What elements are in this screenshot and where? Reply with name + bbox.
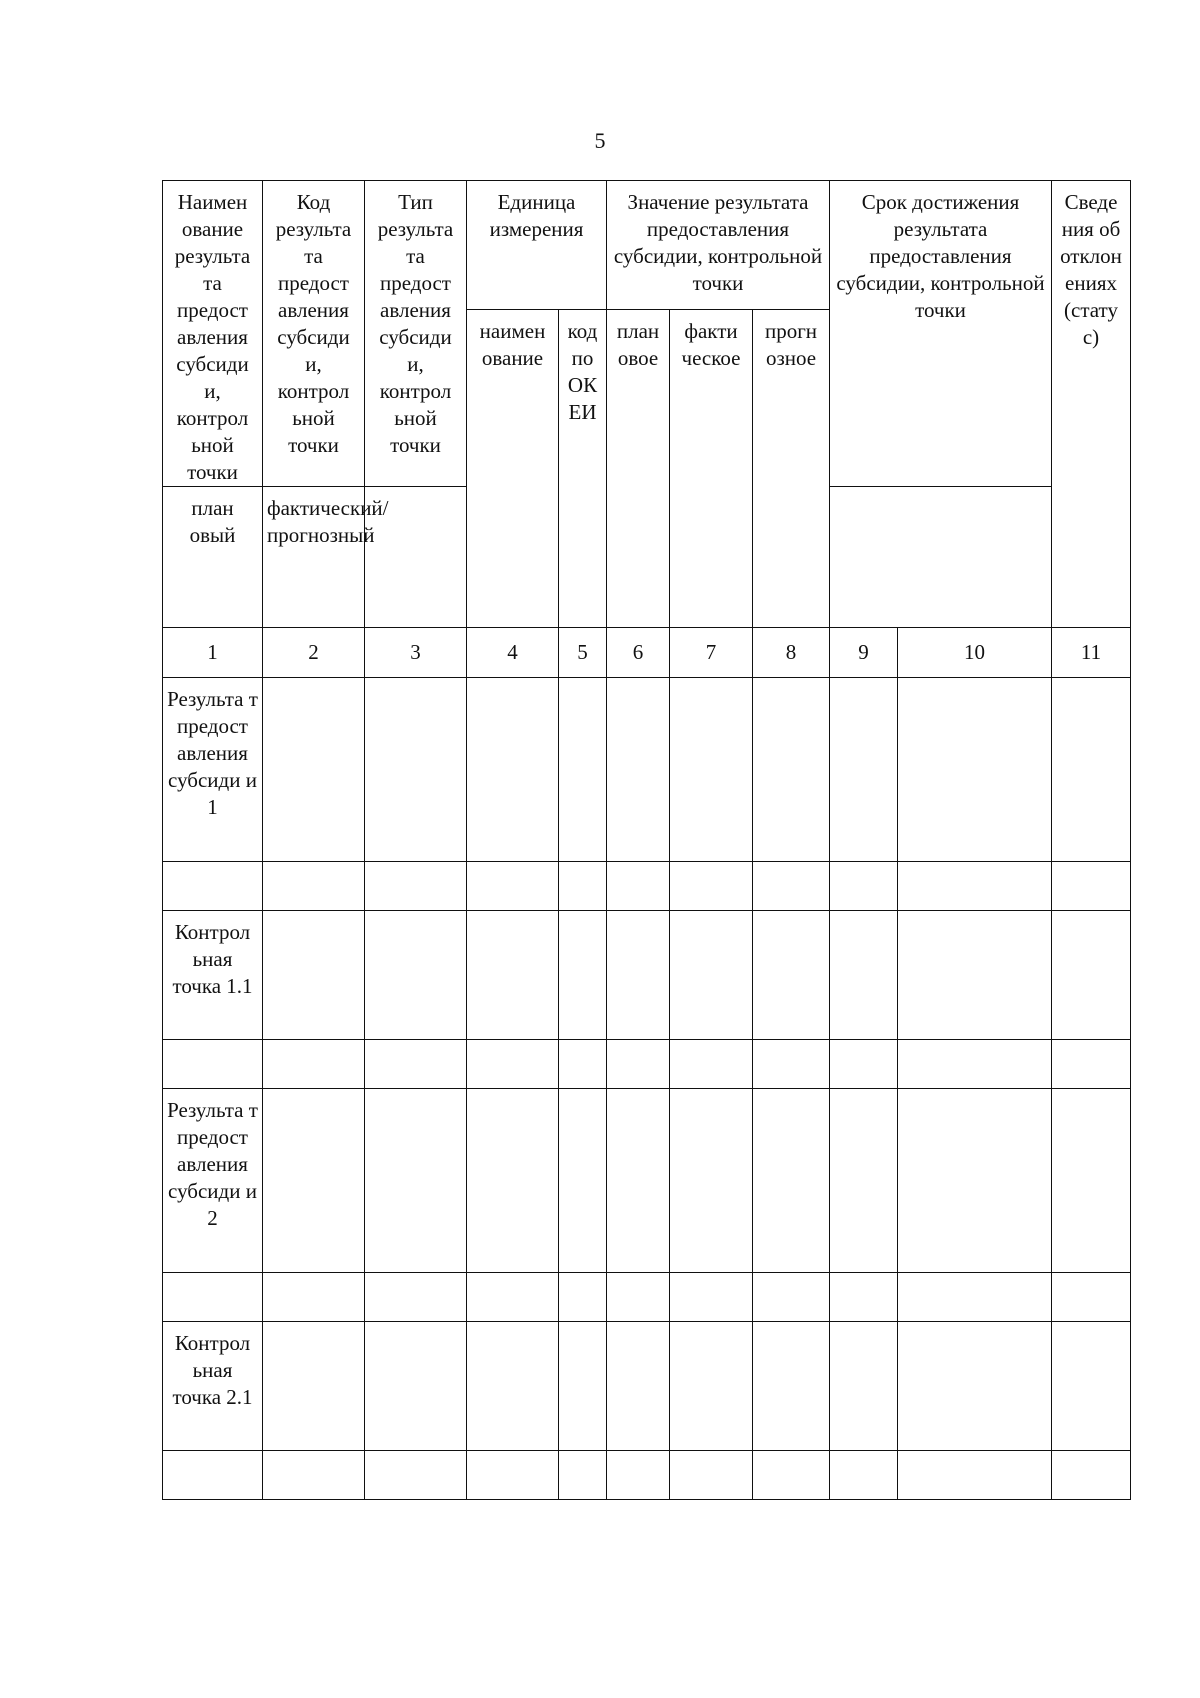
table-cell [263, 862, 365, 911]
table-cell [753, 1089, 830, 1273]
table-cell [830, 1451, 898, 1500]
header-name: Наимен ование результа та предост авления субсиди и, контрол ьной точки [163, 181, 263, 487]
header-code: Код результа та предост авления субсиди и, контрол ьной точки [263, 181, 365, 487]
row-label [163, 862, 263, 911]
table-cell [1052, 862, 1131, 911]
column-number-row [163, 628, 1131, 678]
table-cell [559, 1273, 607, 1322]
table-cell [1052, 678, 1131, 862]
column-number: 5 [559, 628, 607, 678]
header-type: Тип результа та предост авления субсиди и, контрол ьной точки [365, 181, 467, 487]
table-cell [670, 911, 753, 1040]
table-cell [607, 1451, 670, 1500]
column-number: 3 [365, 628, 467, 678]
column-number: 6 [607, 628, 670, 678]
header-row-top [163, 181, 1131, 310]
table-cell [830, 862, 898, 911]
table-row [163, 1040, 1131, 1089]
table-cell [830, 1089, 898, 1273]
table-cell [365, 1451, 467, 1500]
table-cell [559, 1040, 607, 1089]
table-row [163, 1322, 1131, 1451]
header-deadline-fact: фактический/ прогнозный [263, 487, 365, 628]
header-value-plan: план овое [607, 310, 670, 628]
table-cell [365, 1322, 467, 1451]
table-cell [753, 1322, 830, 1451]
table-cell [559, 1451, 607, 1500]
table-cell [670, 1040, 753, 1089]
table-cell [559, 1089, 607, 1273]
table-cell [467, 911, 559, 1040]
table-cell [830, 911, 898, 1040]
table-cell [365, 862, 467, 911]
table-cell [263, 1451, 365, 1500]
table-row [163, 1451, 1131, 1500]
table-cell [670, 1451, 753, 1500]
table-cell [898, 1322, 1052, 1451]
table-cell [830, 1040, 898, 1089]
table-cell [467, 1451, 559, 1500]
table-cell [753, 1451, 830, 1500]
row-label: Результа т предост авления субсиди и 2 [163, 1089, 263, 1273]
table-cell [753, 911, 830, 1040]
table-cell [365, 1089, 467, 1273]
table-cell [753, 1040, 830, 1089]
header-deadline-group: Срок достижения результата предоставления субсидии, контрольной точки [830, 181, 1052, 487]
table-cell [263, 678, 365, 862]
table-cell [1052, 1451, 1131, 1500]
table-cell [830, 1273, 898, 1322]
table-row [163, 1273, 1131, 1322]
table-cell [559, 678, 607, 862]
table-cell [365, 678, 467, 862]
table-cell [559, 862, 607, 911]
column-number: 11 [1052, 628, 1131, 678]
table-cell [467, 862, 559, 911]
table-cell [263, 1089, 365, 1273]
table-cell [467, 1089, 559, 1273]
table-cell [607, 1089, 670, 1273]
table-cell [365, 1040, 467, 1089]
table-cell [607, 678, 670, 862]
table-cell [670, 1322, 753, 1451]
row-label [163, 1040, 263, 1089]
column-number: 7 [670, 628, 753, 678]
table-cell [670, 1273, 753, 1322]
table-row [163, 911, 1131, 1040]
table-cell [607, 862, 670, 911]
table-cell [1052, 1040, 1131, 1089]
header-value-forecast: прогн озное [753, 310, 830, 628]
table-row [163, 678, 1131, 862]
row-label [163, 1273, 263, 1322]
report-table [162, 180, 1131, 1500]
header-unit-code: код по ОК ЕИ [559, 310, 607, 628]
table-cell [830, 678, 898, 862]
table-cell [467, 678, 559, 862]
table-cell [753, 862, 830, 911]
table-cell [263, 1322, 365, 1451]
header-unit-name: наимен ование [467, 310, 559, 628]
table-cell [898, 1451, 1052, 1500]
table-cell [898, 862, 1052, 911]
table-cell [753, 1273, 830, 1322]
column-number: 8 [753, 628, 830, 678]
table-cell [898, 1273, 1052, 1322]
table-cell [607, 911, 670, 1040]
table-cell [467, 1322, 559, 1451]
table-cell [898, 911, 1052, 1040]
row-label: Контрол ьная точка 1.1 [163, 911, 263, 1040]
table-cell [365, 1273, 467, 1322]
header-deviation-status: Сведе ния об отклон ениях (стату с) [1052, 181, 1131, 628]
table-cell [898, 678, 1052, 862]
table-cell [263, 1040, 365, 1089]
table-cell [559, 911, 607, 1040]
table-cell [263, 911, 365, 1040]
table-cell [467, 1040, 559, 1089]
table-cell [830, 1322, 898, 1451]
table-cell [898, 1089, 1052, 1273]
page-number: 5 [594, 128, 606, 153]
table-cell [898, 1040, 1052, 1089]
header-value-group: Значение результата предоставления субсидии, контрольной точки [607, 181, 830, 310]
table-cell [263, 1273, 365, 1322]
table-cell [365, 911, 467, 1040]
table-cell [1052, 911, 1131, 1040]
table-row [163, 1089, 1131, 1273]
table-cell [670, 862, 753, 911]
table-cell [1052, 1273, 1131, 1322]
table-cell [559, 1322, 607, 1451]
header-deadline-plan: план овый [163, 487, 263, 628]
row-label [163, 1451, 263, 1500]
column-number: 1 [163, 628, 263, 678]
table-cell [670, 1089, 753, 1273]
table-cell [1052, 1089, 1131, 1273]
column-number: 2 [263, 628, 365, 678]
column-number: 9 [830, 628, 898, 678]
table-cell [753, 678, 830, 862]
row-label: Результа т предост авления субсиди и 1 [163, 678, 263, 862]
column-number: 4 [467, 628, 559, 678]
table-cell [607, 1322, 670, 1451]
column-number: 10 [898, 628, 1052, 678]
header-unit-group: Единица измерения [467, 181, 607, 310]
row-label: Контрол ьная точка 2.1 [163, 1322, 263, 1451]
table-row [163, 862, 1131, 911]
table-cell [607, 1273, 670, 1322]
table-cell [607, 1040, 670, 1089]
table-cell [1052, 1322, 1131, 1451]
table-cell [467, 1273, 559, 1322]
header-value-fact: факти ческое [670, 310, 753, 628]
table-cell [670, 678, 753, 862]
